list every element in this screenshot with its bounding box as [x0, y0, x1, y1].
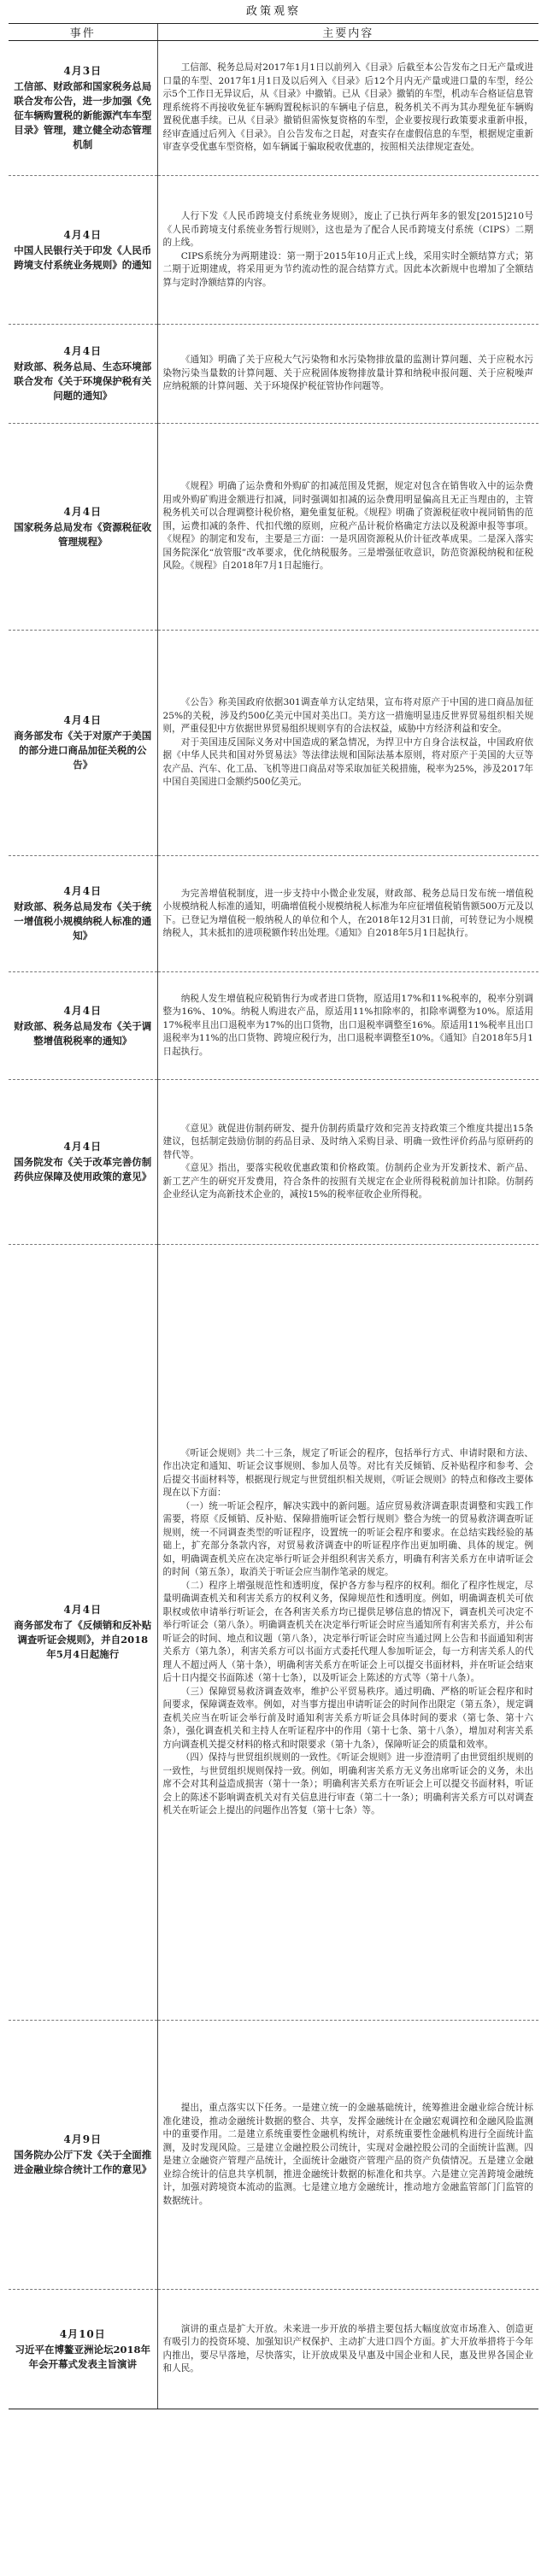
event-date: 4月10日 [59, 2327, 106, 2340]
content-cell [157, 424, 538, 631]
event-title: 财政部、税务总局发布《关于调整增值税税率的通知》 [14, 1019, 152, 1047]
event-title: 国务院办公厅下发《关于全面推进金融业综合统计工作的意见》 [14, 2149, 152, 2175]
event-date: 4月4日 [63, 1004, 103, 1017]
event-cell [9, 1080, 157, 1245]
event-date: 4月4日 [63, 1141, 103, 1153]
event-date: 4月4日 [63, 345, 103, 357]
content-paragraph: 纳税人发生增值税应税销售行为或者进口货物，原适用17%和11%税率的，税率分别调整为16%、10%。纳税人购进农产品，原适用11%扣除率的，扣除率调整为10%。原适用17%税率且出口退税率为17%的出口货物，出口退税率调整至16%。原适用11%税率且出口退税率为11%的出口货物、跨境应税行为，出口退税率调整至10%。《通知》自2018年5月1日起执行。 [162, 993, 533, 1057]
event-date: 4月4日 [63, 505, 103, 518]
event-cell [9, 176, 157, 325]
column-header-content: 主要内容 [157, 24, 538, 41]
content-paragraph: CIPS系统分为两期建设：第一期于2015年10月正式上线，采用实时全额结算方式；第二期于近期建成，将采用更为节约流动性的混合结算方式。因此本次新规中也增加了全额结算与定时净额结算的内容。 [162, 250, 533, 288]
policy-table [9, 23, 538, 2409]
content-paragraph: 对于美国违反国际义务对中国造成的紧急情况，为捍卫中方自身合法权益，中国政府依据《中华人民共和国对外贸易法》等法律法规和国际法基本原则，将对原产于美国的大豆等农产品、汽车、化工品、飞机等进口商品对等采取加征关税措施，税率为25%，涉及2017年中国自美国进口金额约500亿美元。 [162, 736, 533, 788]
event-title: 国家税务总局发布《资源税征收管理规程》 [14, 520, 152, 548]
table-row [9, 1245, 538, 2021]
column-header-event: 事件 [9, 24, 157, 41]
event-cell [9, 1245, 157, 2021]
event-cell [9, 856, 157, 972]
event-title: 财政部、税务总局发布《关于统一增值税小规模纳税人标准的通知》 [14, 901, 152, 942]
event-date: 4月4日 [63, 885, 103, 897]
event-title: 中国人民银行关于印发《人民币跨境支付系统业务规则》的通知 [14, 244, 152, 271]
event-title: 商务部发布了《反倾销和反补贴调查听证会规则》，并自2018年5月4日起施行 [14, 1619, 152, 1660]
content-paragraph: 提出，重点落实以下任务。一是建立统一的金融基础统计，统筹推进金融业综合统计标准化建设，推动金融统计数据的整合、共享，发挥金融统计在金融宏观调控和金融风险监测中的重要作用。二是建立系统重要性金融机构统计，对系统重要性金融机构进行全面统计监测，及时发现风险。三是建立金融控股公司统计，实现对金融控股公司的全面统计监测。四是建立金融资产管理产品统计，全面统计金融资产管理产品的资产负债情况。五是建立金融业综合统计的信息共享机制，推进金融统计数据的标准化和共享。六是建立完善跨境金融统计，加强对跨境资本流动的监测。七是建立地方金融统计，推动地方金融监管部门门监管的数据统计。 [162, 2103, 533, 2206]
content-paragraph: 《意见》就促进仿制药研发、提升仿制药质量疗效和完善支持政策三个维度共提出15条建议，包括制定鼓励仿制的药品目录、及时纳入采购目录、明确一致性评价药品与原研药的替代等。 [162, 1123, 533, 1160]
content-paragraph: （二）程序上增强规范性和透明度，保护各方参与程序的权利。细化了程序性规定，尽量明确调查机关和利害关系方的权利义务，保障规范性和透明度。例如，明确调查机关可依职权或依申请举行听证会，在各利害关系方均已提供足够信息的情况下，调查机关可决定不举行听证会（第八条）。明确调查机关在决定举行听证会时应当通知所有利害关系方，并公布听证会的时间、地点和议题（第八条），决定举行听证会时应当通过网上公告和书面通知利害关系方（第九条），利害关系方可以书面方式委托代理人参加听证会，每一方利害关系人的代理人不超过两人（第十条），明确利害关系方在听证会上可以提交书面材料，并在听证会结束后十日内提交书面陈述（第十七条），以及听证会上陈述的方式等（第十八条）。 [162, 1580, 533, 1683]
content-paragraph: 为完善增值税制度，进一步支持中小微企业发展，财政部、税务总局日发布统一增值税小规模纳税人标准的通知，明确增值税小规模纳税人标准为年应征增值税销售额500万元及以下。已登记为增值税一般纳税人的单位和个人，在2018年12月31日前，可转登记为小规模纳税人，其未抵扣的进项税额作转出处理。《通知》自2018年5月1日起执行。 [162, 888, 533, 938]
table-row [9, 41, 538, 176]
event-date: 4月4日 [63, 714, 103, 726]
content-paragraph: 《意见》指出，要落实税收优惠政策和价格政策。仿制药企业为开发新技术、新产品、新工艺产生的研究开发费用，符合条件的按照有关规定在企业所得税税前加计扣除。仿制药企业经认定为高新技术企业的，减按15%的税率征收企业所得税。 [162, 1163, 533, 1200]
content-cell [157, 2021, 538, 2290]
event-date: 4月4日 [63, 228, 103, 241]
content-cell [157, 41, 538, 176]
policy-table-body [9, 41, 538, 2409]
content-paragraph: 《规程》明确了运杂费和外购矿的扣减范围及凭据，规定对包含在销售收入中的运杂费用或外购矿购进金额进行扣减，同时强调如扣减的运杂费用明显偏高且无正当理由的，主管税务机关可以合理调整计税价格，避免重复征税。《规程》明确了资源税征收中视同销售的范围，运费扣减的条件、代扣代缴的原则，应税产品计税价格确定方法以及税源申报等事项。《规程》的制定和发布，主要是三方面：一是巩固资源税从价计征改革成果。二是深入落实国务院深化“放管服”改革要求，优化纳税服务。三是增强征收意识，防范资源税纳税和征税风险。《规程》自2018年7月1日起施行。 [162, 481, 533, 572]
event-title: 工信部、财政部和国家税务总局联合发布公告，进一步加强《免征车辆购置税的新能源汽车车型目录》管理，建立健全动态管理机制 [14, 80, 152, 150]
content-paragraph: （四）保持与世贸组织规则的一致性。《听证会规则》进一步澄清明了由世贸组织规则的一致性，与世贸组织规则保持一致。例如，明确利害关系方无义务出席听证会的义务，未出席不会对其利益造成损害（第十一条）；明确利害关系方在听证会上可以提交书面材料，听证会上的陈述不影响调查机关对有关信息进行审查（第二十一条）；明确利害关系方可以对调查机关在听证会上提出的问题作出答复（第十七条）等。 [162, 1752, 533, 1816]
content-paragraph: 演讲的重点是扩大开放。未来进一步开放的举措主要包括大幅度放宽市场准入、创造更有吸引力的投资环境、加强知识产权保护、主动扩大进口四个方面。扩大开放举措将于今年内推出，要尽早落地，尽快落实，让开放成果及早惠及中国企业和人民，惠及世界各国企业和人民。 [162, 2323, 533, 2374]
table-row [9, 631, 538, 856]
event-date: 4月3日 [63, 65, 103, 77]
table-row [9, 325, 538, 424]
event-date: 4月9日 [63, 2133, 103, 2145]
event-title: 习近平在博鳌亚洲论坛2018年年会开幕式发表主旨演讲 [15, 2343, 150, 2370]
event-cell [9, 2021, 157, 2290]
event-cell [9, 325, 157, 424]
content-paragraph: （三）保障贸易救济调查效率，维护公平贸易秩序。通过明确、严格的听证会程序和时间要求，保障调查效率。例如，对当事方提出申请听证会的时间作出限定（第五条），规定调查机关应当在听证会举行前及时通知利害关系方听证会具体时间的要求（第七条、第十六条），强化调查机关和主持人在听证程序中的作用（第十七条、第十八条），增加对利害关系方向调查机关提交材料的格式和时限要求（第十九条），保障听证会的质量和效率。 [162, 1686, 533, 1750]
event-cell [9, 972, 157, 1080]
event-cell [9, 41, 157, 176]
content-paragraph: 工信部、税务总局对2017年1月1日以前列入《目录》后截至本公告发布之日无产量或进口量的车型、2017年1月1日及以后列入《目录》后12个月内无产量或进口量的车型，经公示5个工作日无异议后，从《目录》中撤销。已从《目录》撤销的车型，机动车合格证信息管理系统将不再接收免征车辆购置税标识的车辆电子信息，税务机关不再为其办理免征车辆购置税优惠手续。已从《目录》撤销但需恢复资格的车型，企业要按现行政策要求重新申报，经审查通过后列入《目录》。自公告发布之日起，对查实存在虚假信息的车型，根据规定重新审查享受优惠车型资格，如车辆属于骗取税收优惠的，按照相关法律规定查处。 [162, 62, 533, 153]
content-cell [157, 1080, 538, 1245]
content-paragraph: 《公告》称美国政府依据301调查单方认定结果，宣布将对原产于中国的进口商品加征25%的关税，涉及约500亿美元中国对美出口。美方这一措施明显违反世界贸易组织相关规则，严重侵犯中方依据世界贸易组织规则享有的合法权益，威胁中方经济利益和安全。 [162, 697, 533, 735]
event-cell [9, 2290, 157, 2409]
event-title: 财政部、税务总局、生态环境部联合发布《关于环境保护税有关问题的通知》 [14, 361, 152, 402]
event-cell [9, 631, 157, 856]
table-row [9, 856, 538, 972]
content-cell [157, 176, 538, 325]
event-title: 国务院发布《关于改革完善仿制药供应保障及使用政策的意见》 [14, 1156, 152, 1182]
table-row [9, 972, 538, 1080]
event-date: 4月4日 [63, 1604, 103, 1616]
content-paragraph: 《听证会规则》共二十三条，规定了听证会的程序，包括举行方式、申请时限和方法、作出决定和通知、听证会议事规则、参加人员等。对比有关反倾销、反补贴程序和参考、会后提交书面材料等，根据现行规定与世贸组织相关规则，《听证会规则》的特点和修改主要体现在以下方面： [162, 1447, 533, 1498]
content-cell [157, 856, 538, 972]
table-row [9, 2021, 538, 2290]
event-cell [9, 424, 157, 631]
table-row [9, 424, 538, 631]
content-cell [157, 325, 538, 424]
content-cell [157, 2290, 538, 2409]
table-row [9, 176, 538, 325]
event-title: 商务部发布《关于对原产于美国的部分进口商品加征关税的公告》 [14, 730, 152, 771]
table-header-row [9, 24, 538, 41]
table-row [9, 1080, 538, 1245]
content-cell [157, 1245, 538, 2021]
content-cell [157, 972, 538, 1080]
content-paragraph: （一）统一听证会程序，解决实践中的新问题。适应贸易救济调查职责调整和实践工作需要，将原《反倾销、反补贴、保障措施听证会暂行规则》整合为统一的贸易救济调查听证规则，统一不同调查类型的听证程序，设置统一的听证会程序和要求。在总结实践经验的基础上，扩充部分条款内容，对贸易救济调查中的听证程序作出更加明确、具体的规定。例如，明确调查机关应在决定举行听证会并组织利害关系方，明确有利害关系方在申请听证会的时间（第五条），取消关于听证会应当制作笔录的规定。 [162, 1500, 533, 1577]
content-paragraph: 人行下发《人民币跨境支付系统业务规则》，废止了已执行两年多的银发[2015]210号《人民币跨境支付系统业务暂行规则》，这也是为了配合人民币跨境支付系统（CIPS）二期的上线。 [162, 211, 533, 248]
content-cell [157, 631, 538, 856]
content-paragraph: 《通知》明确了关于应税大气污染物和水污染物排放量的监测计算问题、关于应税水污染物污染当量数的计算问题、关于应税固体废物排放量计算和纳税申报问题、关于应税噪声应纳税额的计算问题、关于环境保护税征管协作问题等。 [162, 355, 533, 392]
table-row [9, 2290, 538, 2409]
section-title: 政策观察 [245, 5, 301, 18]
